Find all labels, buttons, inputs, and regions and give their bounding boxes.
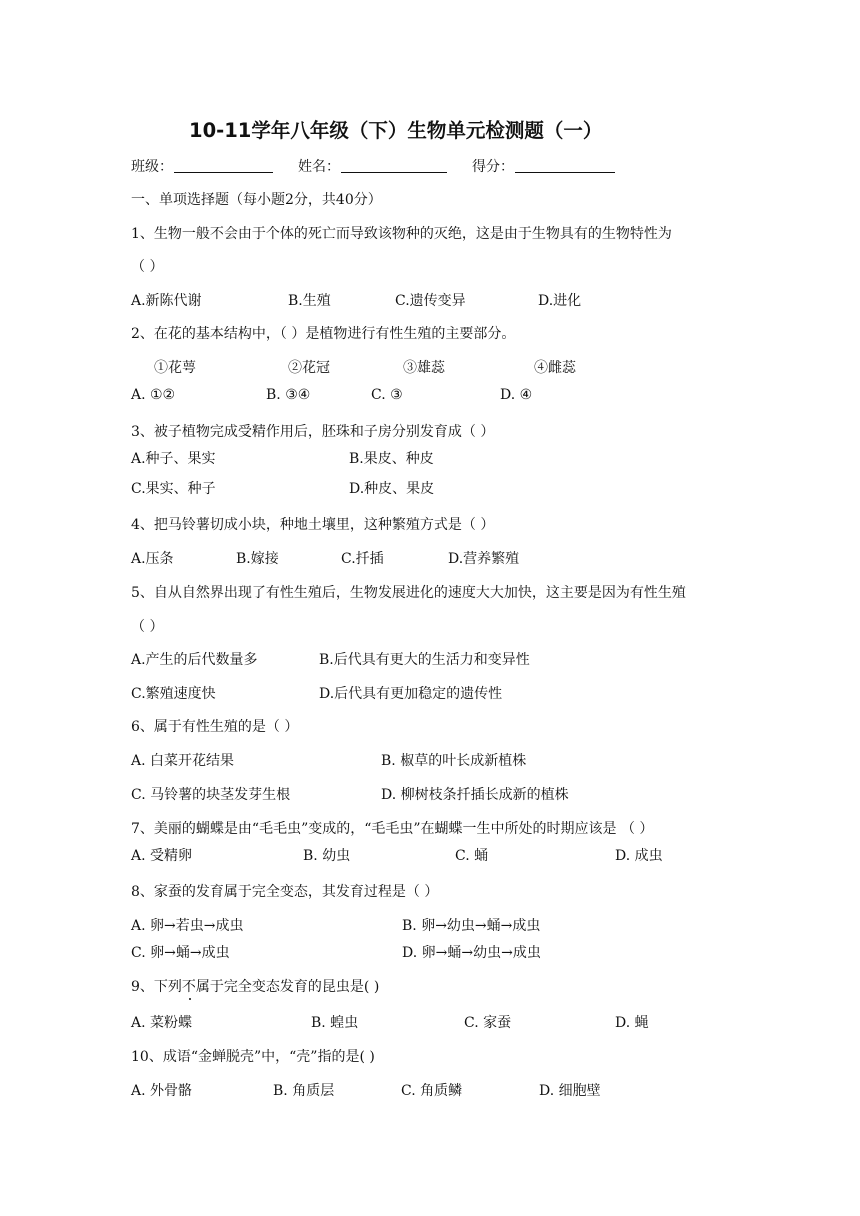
question-2-option-b[interactable]: B. ③④	[266, 387, 311, 403]
question-8-option-a[interactable]: A. 卵→若虫→成虫	[131, 918, 244, 934]
question-5-option-b[interactable]: B.后代具有更大的生活力和变异性	[319, 652, 530, 668]
name-field-label: 姓名：	[298, 159, 340, 175]
class-field[interactable]	[174, 160, 273, 176]
question-7-option-c[interactable]: C. 蛹	[455, 848, 489, 864]
question-4-option-c[interactable]: C.扦插	[341, 551, 384, 567]
class-field-label: 班级：	[131, 159, 173, 175]
question-10-option-a[interactable]: A. 外骨骼	[131, 1083, 193, 1099]
score-field-label: 得分：	[472, 159, 514, 175]
question-8-option-d[interactable]: D. 卵→蛹→幼虫→成虫	[402, 945, 541, 961]
question-9-stem: 9、下列不属于完全变态发育的昆虫是( )	[131, 979, 380, 995]
question-1-blank: （ ）	[131, 259, 164, 275]
question-7-option-a[interactable]: A. 受精卵	[131, 848, 193, 864]
question-3-stem: 3、被子植物完成受精作用后，胚珠和子房分别发育成（ ）	[131, 424, 495, 440]
question-2-part-3: ③雄蕊	[403, 360, 445, 376]
question-2-stem: 2、在花的基本结构中，（ ）是植物进行有性生殖的主要部分。	[131, 326, 516, 342]
question-7-option-d[interactable]: D. 成虫	[615, 848, 663, 864]
question-5-option-a[interactable]: A.产生的后代数量多	[131, 652, 258, 668]
question-10-option-d[interactable]: D. 细胞壁	[539, 1083, 601, 1099]
question-10-stem: 10、成语“金蝉脱壳”中，“壳”指的是( )	[131, 1049, 375, 1065]
question-6-stem: 6、属于有性生殖的是（ ）	[131, 719, 299, 735]
question-2-part-4: ④雌蕊	[534, 360, 576, 376]
question-8-option-b[interactable]: B. 卵→幼虫→蛹→成虫	[402, 918, 541, 934]
question-1-option-c[interactable]: C.遗传变异	[395, 293, 466, 309]
question-6-option-c[interactable]: C. 马铃薯的块茎发芽生根	[131, 787, 291, 803]
question-2-option-a[interactable]: A. ①②	[131, 387, 176, 403]
question-4-option-d[interactable]: D.营养繁殖	[448, 551, 520, 567]
emphasis-dot	[189, 998, 191, 1000]
question-1-option-b[interactable]: B.生殖	[288, 293, 331, 309]
question-3-option-b[interactable]: B.果皮、种皮	[349, 451, 434, 467]
question-7-stem: 7、美丽的蝴蝶是由“毛毛虫”变成的，“毛毛虫”在蝴蝶一生中所处的时期应该是 （ ）	[131, 821, 654, 837]
question-3-option-d[interactable]: D.种皮、果皮	[349, 481, 435, 497]
question-9-option-c[interactable]: C. 家蚕	[464, 1015, 512, 1031]
question-7-option-b[interactable]: B. 幼虫	[303, 848, 351, 864]
question-4-option-b[interactable]: B.嫁接	[236, 551, 279, 567]
question-1-option-a[interactable]: A.新陈代谢	[131, 293, 202, 309]
page-title: 10-11学年八年级（下）生物单元检测题（一）	[189, 119, 603, 142]
question-3-option-a[interactable]: A.种子、果实	[131, 451, 216, 467]
question-9-option-a[interactable]: A. 菜粉蝶	[131, 1015, 193, 1031]
question-5-option-c[interactable]: C.繁殖速度快	[131, 686, 216, 702]
section-heading: 一、单项选择题（每小题2分，共40分）	[131, 192, 382, 208]
question-1-option-d[interactable]: D.进化	[538, 293, 582, 309]
question-1-stem: 1、生物一般不会由于个体的死亡而导致该物种的灭绝，这是由于生物具有的生物特性为	[131, 226, 672, 242]
name-field[interactable]	[341, 160, 447, 176]
question-8-stem: 8、家蚕的发育属于完全变态，其发育过程是（ ）	[131, 884, 439, 900]
question-8-option-c[interactable]: C. 卵→蛹→成虫	[131, 945, 230, 961]
question-6-option-a[interactable]: A. 白菜开花结果	[131, 753, 235, 769]
question-9-option-d[interactable]: D. 蝇	[615, 1015, 649, 1031]
question-2-part-2: ②花冠	[288, 360, 330, 376]
question-2-part-1: ①花萼	[154, 360, 196, 376]
question-4-stem: 4、把马铃薯切成小块，种地土壤里，这种繁殖方式是（ ）	[131, 517, 495, 533]
question-5-blank: （ ）	[131, 619, 164, 635]
question-10-option-c[interactable]: C. 角质鳞	[401, 1083, 463, 1099]
question-6-option-b[interactable]: B. 椒草的叶长成新植株	[381, 753, 527, 769]
question-2-option-c[interactable]: C. ③	[371, 387, 403, 403]
score-field[interactable]	[515, 160, 615, 176]
question-2-option-d[interactable]: D. ④	[500, 387, 533, 403]
question-5-option-d[interactable]: D.后代具有更加稳定的遗传性	[319, 686, 503, 702]
question-3-option-c[interactable]: C.果实、种子	[131, 481, 216, 497]
question-5-stem: 5、自从自然界出现了有性生殖后，生物发展进化的速度大大加快，这主要是因为有性生殖	[131, 585, 686, 601]
question-10-option-b[interactable]: B. 角质层	[273, 1083, 335, 1099]
question-9-option-b[interactable]: B. 蝗虫	[311, 1015, 359, 1031]
question-6-option-d[interactable]: D. 柳树枝条扦插长成新的植株	[381, 787, 569, 803]
question-4-option-a[interactable]: A.压条	[131, 551, 174, 567]
